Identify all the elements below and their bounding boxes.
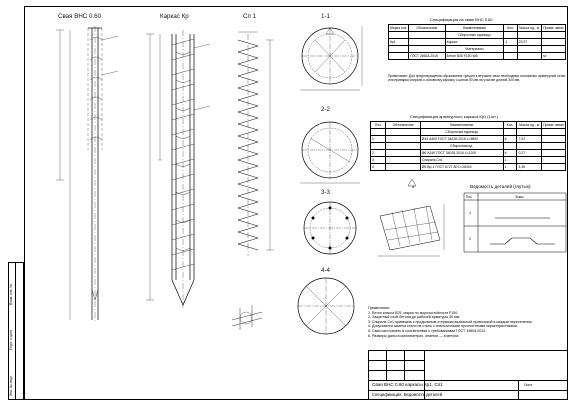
table-cell — [503, 143, 517, 150]
table-cell: ГОСТ 26633-2015 — [409, 53, 445, 60]
table-cell — [542, 157, 566, 164]
node-a-detail — [378, 179, 444, 256]
table-cell — [371, 143, 386, 150]
table1-note: Примечание: Для предотвращения образования трещин в вершине сваи необходимо наложение арматурной сетки или приварка спирали к основному каркасу с шагом 50 мм на участке длиной 300 мм. — [388, 74, 566, 83]
table-cell — [542, 143, 566, 150]
table1-h5: Приме-чание — [543, 26, 564, 30]
notes-block — [368, 306, 564, 338]
table-cell — [542, 32, 566, 39]
table-cell: Ø6 А240 ГОСТ 34028-2016 L=1200 — [420, 150, 503, 157]
table2-h2: Наименование — [420, 122, 503, 129]
table-cell — [517, 129, 542, 136]
table2-h0: Поз. — [371, 122, 386, 129]
table-cell: 23,97 — [517, 39, 542, 46]
table-cell — [386, 129, 420, 136]
note-line: 4. Допускается замена стали на сталь с аналогичными прочностными характеристиками. — [368, 324, 518, 329]
table-cell — [517, 32, 542, 39]
table-cell — [517, 46, 542, 53]
table-cell: Спираль Сп1 — [420, 157, 503, 164]
table-cell: Сборочная ед. — [420, 143, 503, 150]
table-cell — [504, 53, 517, 60]
table-cell: Бетон В25 F150 W6 — [445, 53, 504, 60]
pile-elevation — [56, 26, 118, 322]
table-cell — [389, 32, 409, 39]
table-cell — [517, 157, 542, 164]
table-cell — [386, 136, 420, 143]
spiral-title: Сп 1 — [243, 13, 256, 20]
note-line: 2. Защитный слой бетона до рабочей арматуры 30 мм. — [368, 315, 461, 320]
table-cell — [389, 53, 409, 60]
table-cell: 1 — [504, 39, 517, 46]
title-block-line2: Спецификация. Ведомость деталей — [372, 392, 443, 397]
table1-h2: Наименование — [445, 25, 504, 32]
title-block-sheet-label: Лист — [524, 383, 533, 387]
table-cell — [503, 129, 517, 136]
margin-label-2: Подп. и дата — [9, 330, 13, 350]
table1-header — [389, 25, 566, 32]
title-block-line1: Свая ВНС 0.60 каркасы Кр1, Сп1 — [372, 382, 443, 387]
table-cell: Ø5 Вр-1 ГОСТ 6727-80 L=28300 — [420, 164, 503, 171]
bending-h0: Поз. — [466, 195, 473, 199]
section-2-title: 2-2 — [321, 106, 330, 113]
note-line: 3. Спираль Сп1 привязать к продольным стержням вязальной проволокой в каждом пересечении. — [368, 319, 533, 324]
table-cell — [542, 164, 566, 171]
table-cell: 6 — [503, 150, 517, 157]
table-cell: 1 — [371, 136, 386, 143]
table2-title: Спецификация арматурного каркаса Кр1 (1шт.) — [410, 114, 498, 119]
table1-h1: Обозначение — [409, 25, 445, 32]
table-cell: 6 — [503, 136, 517, 143]
table1-h3: Кол. — [504, 25, 517, 32]
table-row — [371, 157, 566, 164]
table-cell: Сборочные единицы — [445, 32, 504, 39]
section-4-title: 4-4 — [321, 267, 330, 274]
table1-h4: Масса ед., кг — [517, 25, 542, 32]
section-1-1 — [300, 26, 362, 90]
table-cell — [504, 46, 517, 53]
table-row — [389, 32, 566, 39]
table1 — [388, 24, 566, 60]
bending-row-2: 2 — [469, 237, 472, 241]
table-cell — [409, 39, 445, 46]
spiral-node-detail — [232, 305, 262, 330]
bending-h1: Эскиз — [515, 195, 524, 199]
table-row — [371, 150, 566, 157]
spiral-view — [238, 32, 274, 256]
table-cell: 4,35 — [517, 164, 542, 171]
node-a-label: А — [412, 185, 415, 189]
table2-h5: Приме-чание — [543, 123, 564, 127]
table-cell — [386, 157, 420, 164]
table1-title: Спецификация на сваю ВНС 0.60 — [430, 17, 493, 22]
table-cell: Ø14 А400 ГОСТ 34028-2016 L=5800 — [420, 136, 503, 143]
margin-label-3: Взам. инв. № — [9, 283, 13, 305]
table-cell: 4 — [371, 164, 386, 171]
table-cell — [409, 32, 445, 39]
table-cell — [386, 164, 420, 171]
table2 — [370, 121, 566, 171]
table-cell: Сборочные единицы — [420, 129, 503, 136]
note-line: 5. Сваи изготовлять в соответствии с требованиями ГОСТ 19804-2012. — [368, 328, 487, 333]
table-cell: 3 — [371, 157, 386, 164]
table-cell — [517, 143, 542, 150]
table-cell — [386, 150, 420, 157]
table-cell: 0,27 — [517, 150, 542, 157]
table-cell — [389, 46, 409, 53]
pile-title: Свая ВНС 0.60 — [58, 13, 102, 20]
section-1-title: 1-1 — [321, 13, 330, 20]
table-cell — [504, 32, 517, 39]
section-3-title: 3-3 — [321, 189, 330, 196]
bending-sketches — [464, 193, 566, 252]
table-cell — [409, 46, 445, 53]
table-cell — [517, 53, 542, 60]
section-2-2 — [300, 122, 360, 183]
table-cell — [386, 143, 420, 150]
table-row — [389, 53, 566, 60]
table1-h0: Марка поз. — [390, 26, 408, 30]
section-4-4 — [298, 278, 354, 334]
table-cell: 1 — [503, 157, 517, 164]
bending-title: Ведомость деталей (гнутых) — [470, 184, 531, 189]
cage-title: Каркас Кр — [160, 13, 189, 20]
table-row — [389, 46, 566, 53]
table-row — [371, 129, 566, 136]
table2-h1: Обозначение — [386, 122, 420, 129]
section-3-3 — [304, 202, 356, 254]
notes-heading: Примечания: — [368, 306, 390, 310]
table-row — [371, 164, 566, 171]
margin-label-1: Инв. № подл. — [9, 374, 13, 396]
table-row — [371, 136, 566, 143]
table-cell: Кр1 — [389, 39, 409, 46]
table-cell — [542, 136, 566, 143]
note-line: 1. Бетон класса В25, марка по морозостойкости F150. — [368, 310, 459, 315]
table-cell: Материалы — [445, 46, 504, 53]
table-row — [389, 39, 566, 46]
bending-row-1: 1 — [469, 211, 472, 215]
table-cell — [542, 150, 566, 157]
table2-header — [371, 122, 566, 129]
table-cell — [371, 129, 386, 136]
cage-elevation — [146, 30, 210, 308]
table-cell: Каркас — [445, 39, 504, 46]
table-cell: 1 — [503, 164, 517, 171]
table-cell: м³ — [542, 53, 566, 60]
table-cell — [542, 39, 566, 46]
note-line: 6. Размеры даны в миллиметрах, отметки — в метрах. — [368, 333, 460, 338]
table-row — [371, 143, 566, 150]
table2-h3: Кол. — [503, 122, 517, 129]
table-cell: 7,02 — [517, 136, 542, 143]
table-cell: 2 — [371, 150, 386, 157]
table-cell — [542, 46, 566, 53]
table2-h4: Масса ед., кг — [517, 122, 542, 129]
table-cell — [542, 129, 566, 136]
